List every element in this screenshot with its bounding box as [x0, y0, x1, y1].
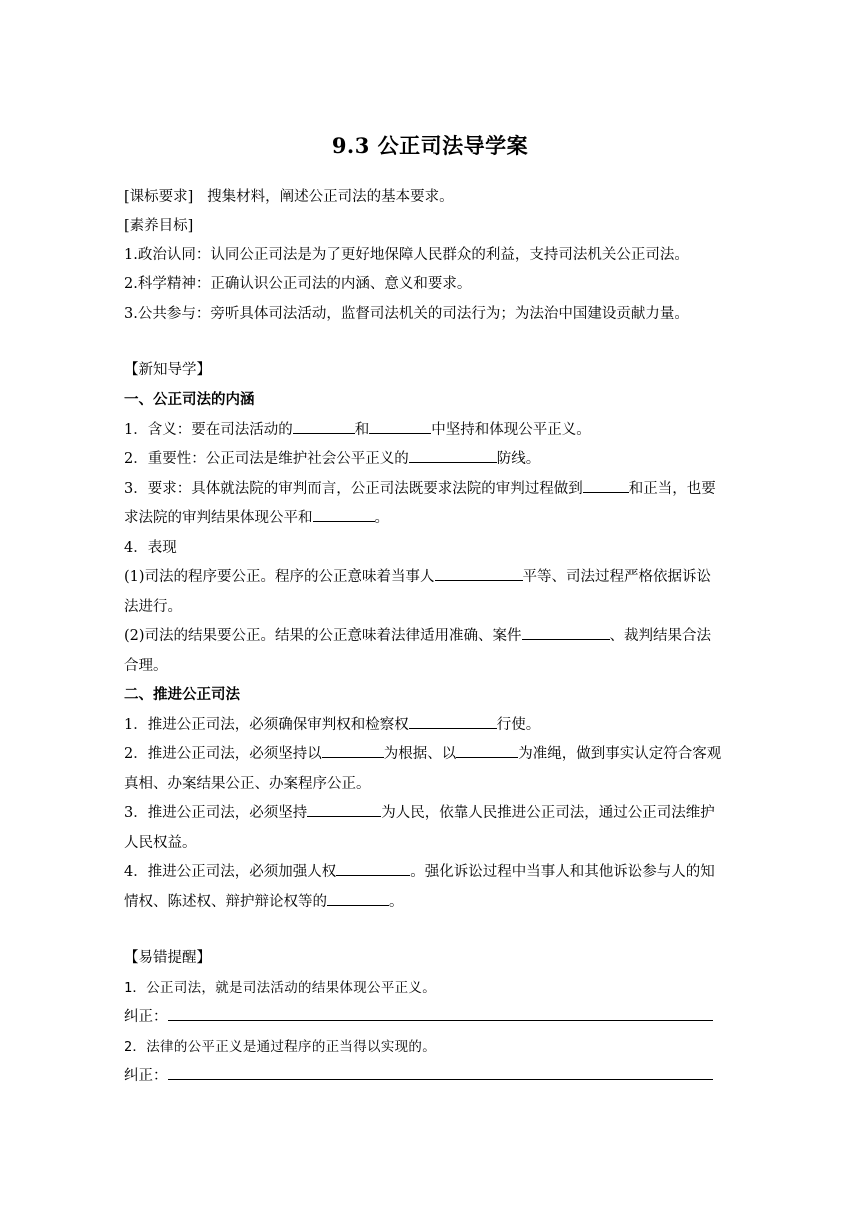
- mistake-statement: 1．公正司法，就是司法活动的结果体现公平正义。: [124, 980, 437, 996]
- page-title: 9.3 公正司法导学案: [331, 133, 529, 158]
- s2-line-1: 1．推进公正司法，必须确保审判权和检察权 行使。: [124, 717, 541, 733]
- mistake-statement: 2．法律的公平正义是通过程序的正当得以实现的。: [124, 1039, 437, 1055]
- s1-line-6-cont: 合理。: [124, 658, 168, 674]
- s1-line-3: 3．要求：具体就法院的审判而言，公正司法既要求法院的审判过程做到 和正当，也要: [124, 481, 716, 497]
- requirement-label: [课标要求]: [124, 189, 194, 205]
- s2-line-3: 3．推进公正司法，必须坚持 为人民，依靠人民推进公正司法，通过公正司法维护: [124, 805, 715, 821]
- goal-label: [素养目标]: [124, 218, 194, 234]
- fill-blank[interactable]: [369, 421, 431, 434]
- fill-blank[interactable]: [313, 509, 375, 522]
- section-heading-new-knowledge: 【新知导学】: [124, 362, 211, 378]
- s2-line-2: 2．推进公正司法，必须坚持以 为根据、以 为准绳，做到事实认定符合客观: [124, 746, 722, 762]
- correction-blank[interactable]: [168, 1008, 713, 1021]
- s2-line-3-cont: 人民权益。: [124, 835, 197, 851]
- s2-line-4-cont: 情权、陈述权、辩护辩论权等的 。: [124, 894, 404, 910]
- goal-item: 2.科学精神：正确认识公正司法的内涵、意义和要求。: [124, 276, 472, 292]
- correction-label: 纠正：: [124, 1009, 168, 1025]
- s1-line-1: 1．含义：要在司法活动的 和 中坚持和体现公平正义。: [124, 422, 591, 438]
- s1-line-2: 2．重要性：公正司法是维护社会公平正义的 防线。: [124, 451, 541, 467]
- fill-blank[interactable]: [293, 421, 355, 434]
- goal-item: 3.公共参与：旁听具体司法活动，监督司法机关的司法行为；为法治中国建设贡献力量。: [124, 306, 689, 322]
- goal-item: 1.政治认同：认同公正司法是为了更好地保障人民群众的利益，支持司法机关公正司法。: [124, 247, 689, 263]
- section2-heading: 二、推进公正司法: [124, 686, 240, 703]
- requirement-text: 搜集材料，阐述公正司法的基本要求。: [207, 189, 454, 205]
- s1-line-4: 4．表现: [124, 540, 177, 556]
- fill-blank[interactable]: [336, 863, 410, 876]
- fill-blank[interactable]: [327, 893, 389, 906]
- fill-blank[interactable]: [307, 804, 381, 817]
- correction-line: [124, 1066, 744, 1086]
- correction-line: [124, 1007, 744, 1027]
- fill-blank[interactable]: [435, 568, 523, 581]
- s2-line-2-cont: 真相、办案结果公正、办案程序公正。: [124, 776, 371, 792]
- s1-line-3-cont: 求法院的审判结果体现公平和 。: [124, 510, 389, 526]
- section-heading-mistakes: 【易错提醒】: [124, 950, 211, 966]
- fill-blank[interactable]: [322, 745, 384, 758]
- fill-blank[interactable]: [409, 450, 497, 463]
- fill-blank[interactable]: [522, 627, 610, 640]
- section1-heading: 一、公正司法的内涵: [124, 391, 255, 408]
- curriculum-requirement: [124, 187, 744, 207]
- fill-blank[interactable]: [409, 716, 497, 729]
- correction-label: 纠正：: [124, 1068, 168, 1084]
- fill-blank[interactable]: [456, 745, 518, 758]
- s1-line-5: (1)司法的程序要公正。程序的公正意味着当事人 平等、司法过程严格依据诉讼: [124, 569, 712, 585]
- correction-blank[interactable]: [168, 1067, 713, 1080]
- s1-line-6: (2)司法的结果要公正。结果的公正意味着法律适用准确、案件 、裁判结果合法: [124, 628, 712, 644]
- s2-line-4: 4．推进公正司法，必须加强人权 。强化诉讼过程中当事人和其他诉讼参与人的知: [124, 864, 715, 880]
- s1-line-5-cont: 法进行。: [124, 599, 182, 615]
- fill-blank[interactable]: [583, 480, 629, 493]
